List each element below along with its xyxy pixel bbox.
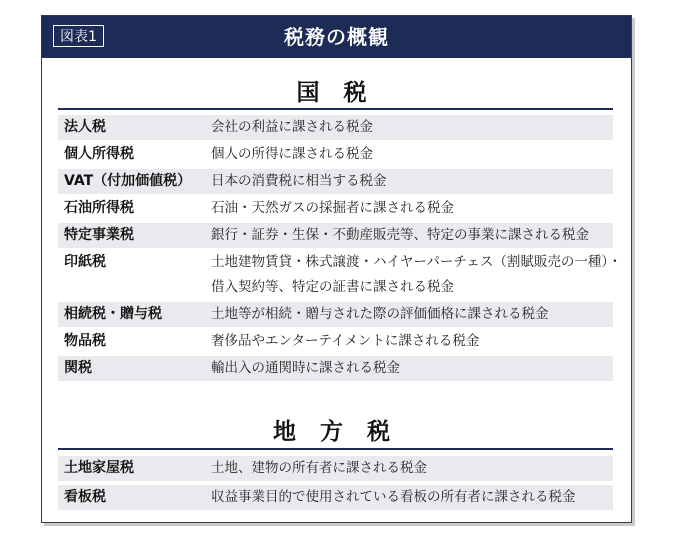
tax-name: 関税 — [64, 360, 92, 376]
tax-row-corporate — [58, 115, 613, 140]
tax-row-customs — [58, 356, 613, 381]
tax-description: 収益事業目的で使用されている看板の所有者に課される税金 — [211, 489, 576, 505]
tax-name: 印紙税 — [64, 254, 106, 270]
tax-name: 石油所得税 — [64, 200, 134, 216]
tax-name: 特定事業税 — [64, 227, 134, 243]
tax-row-land-building — [58, 456, 613, 481]
tax-row-signboard — [58, 485, 613, 510]
tax-row-vat — [58, 169, 613, 194]
tax-name: 看板税 — [64, 489, 106, 505]
tax-description: 土地、建物の所有者に課される税金 — [211, 460, 427, 476]
tax-row-inheritance-gift — [58, 302, 613, 327]
tax-row-petroleum-income — [58, 196, 613, 221]
tax-description: 会社の利益に課される税金 — [211, 119, 373, 135]
tax-row-excise — [58, 329, 613, 354]
tax-description: 土地建物賃貸・株式譲渡・ハイヤーパーチェス（割賦販売の一種）・ — [211, 254, 622, 270]
tax-description: 輸出入の通関時に課される税金 — [211, 360, 400, 376]
local-tax-rule — [58, 448, 613, 450]
local-tax-heading: 地 方 税 — [272, 419, 398, 445]
tax-row-stamp-duty — [58, 250, 622, 300]
tax-name: 法人税 — [64, 119, 106, 135]
tax-name: 物品税 — [64, 333, 106, 349]
tax-description: 日本の消費税に相当する税金 — [211, 173, 387, 189]
national-tax-rule — [58, 108, 613, 110]
tax-description: 銀行・証券・生保・不動産販売等、特定の事業に課される税金 — [211, 227, 589, 243]
page-title: 税務の概観 — [284, 25, 389, 49]
tax-name: 相続税・贈与税 — [64, 306, 162, 322]
tax-name: VAT（付加価値税） — [64, 173, 192, 189]
tax-row-specific-business — [58, 223, 613, 248]
tax-name: 個人所得税 — [64, 146, 134, 162]
title-bar — [42, 16, 631, 58]
tax-description: 個人の所得に課される税金 — [211, 146, 373, 162]
tax-row-personal-income — [58, 142, 613, 167]
tax-description-continued: 借入契約等、特定の証書に課される税金 — [211, 279, 454, 295]
figure-label: 図表1 — [53, 25, 104, 47]
tax-description: 土地等が相続・贈与された際の評価価格に課される税金 — [211, 306, 549, 322]
tax-name: 土地家屋税 — [64, 460, 134, 476]
national-tax-heading: 国 税 — [296, 80, 375, 106]
tax-description: 石油・天然ガスの採掘者に課される税金 — [211, 200, 454, 216]
tax-description: 奢侈品やエンターテイメントに課される税金 — [211, 333, 480, 349]
tax-overview-panel — [41, 15, 632, 523]
